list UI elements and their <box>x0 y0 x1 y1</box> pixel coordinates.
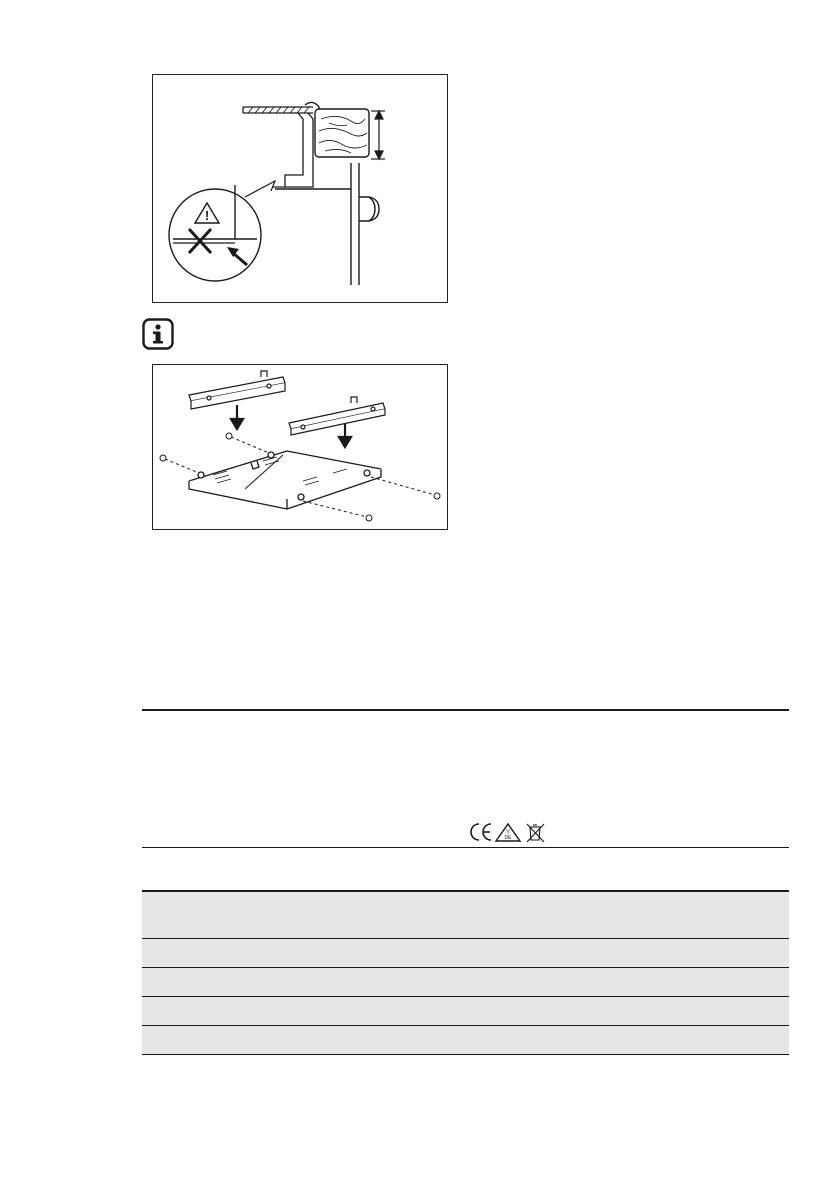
assembly-diagram <box>152 364 448 530</box>
svg-text:DE: DE <box>504 835 512 841</box>
height-dimension-arrow <box>371 111 385 159</box>
ce-mark-icon <box>471 824 491 840</box>
cabinet-panel <box>275 163 379 285</box>
svg-text:!: ! <box>204 208 210 223</box>
svg-text:V: V <box>506 829 510 835</box>
table-row <box>142 997 789 1025</box>
rail-left <box>189 371 285 409</box>
certification-marks <box>468 820 550 844</box>
vde-mark-icon <box>496 824 520 841</box>
table-row <box>142 968 789 996</box>
info-icon <box>142 318 174 350</box>
table-header-row <box>142 892 789 938</box>
side-rails-illustration <box>153 365 447 529</box>
weee-bin-icon <box>527 824 544 842</box>
worktop-clamp-illustration <box>153 75 447 302</box>
table-bottom-rule <box>142 1054 789 1055</box>
rail-right <box>289 397 385 435</box>
zoom-callout <box>169 181 275 281</box>
table-row <box>142 939 789 967</box>
section-divider <box>142 709 789 711</box>
base-tray <box>189 451 381 509</box>
worktop-edge <box>243 102 319 187</box>
installation-diagram <box>152 74 448 303</box>
section-divider <box>142 847 789 848</box>
table-row <box>142 1026 789 1054</box>
wood-block <box>315 109 369 157</box>
